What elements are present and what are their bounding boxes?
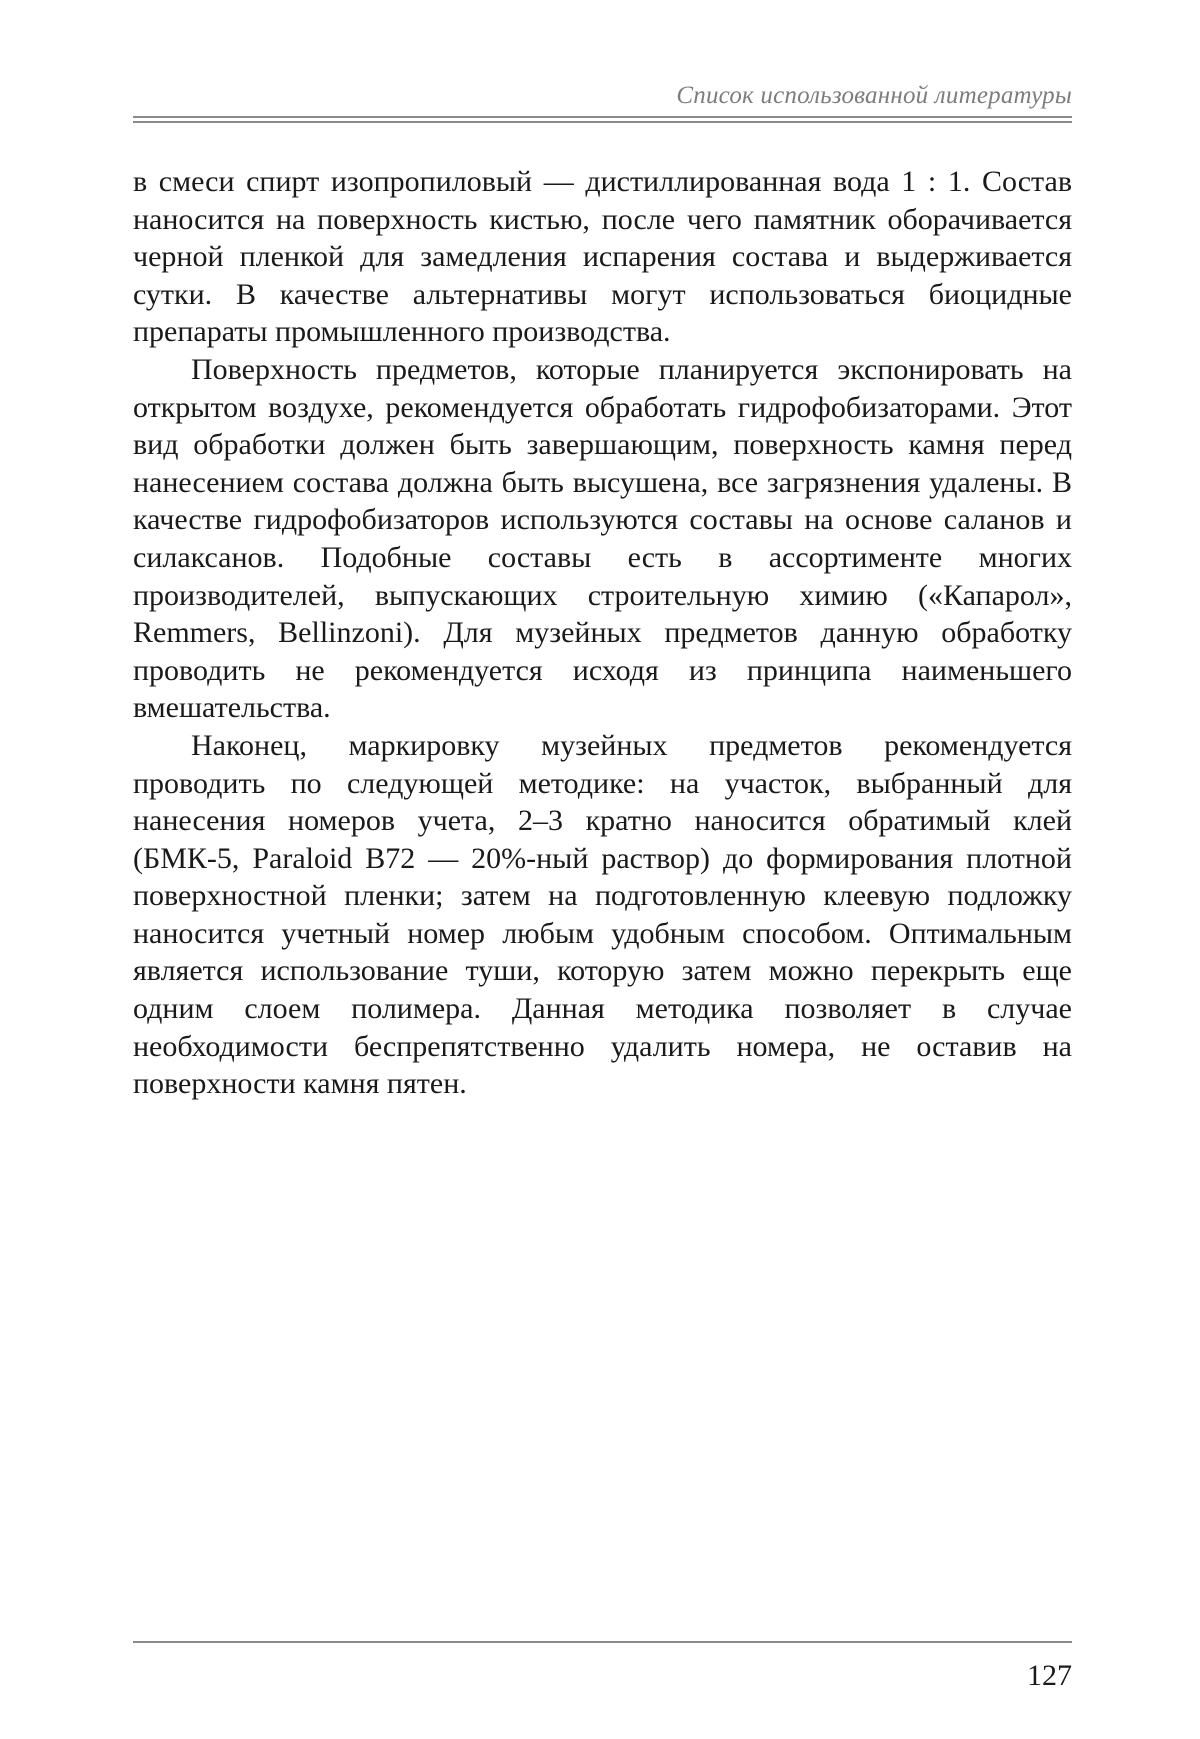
paragraph-continued: в смеси спирт изопропиловый — дистиллированная вода 1 : 1. Состав наносится на поверхность кистью, после чего памятник оборачивается черной пленкой для замедления испарения состава и выдерживается сутки. В качестве альтернативы могут использоваться биоцидные препараты промышленного производства. [133,165,1072,349]
paragraph-hydrophobizers: Поверхность предметов, которые планируется экспонировать на открытом воздухе, рекомендуется обработать гидрофобизаторами. Этот вид обработки должен быть завершающим, поверхность камня перед нанесением состава должна быть высушена, все загрязнения удалены. В качестве гидрофобизаторов используются составы на основе саланов и силаксанов. Подобные составы есть в ассортименте многих производителей, выпускающих строительную химию («Капарол», Remmers, Bellinzoni). Для музейных предметов данную обработку проводить не рекомендуется исходя из принципа наименьшего вмешательства. [133,352,1072,725]
footer-rule [133,1641,1072,1643]
paragraph-marking: Наконец, маркировку музейных предметов рекомендуется проводить по следующей методике: на участок, выбранный для нанесения номеров учета, 2–3 кратно наносится обратимый клей (БМК-5, Paraloid B72 — 20%-ный раствор) до формирования плотной поверхностной пленки; затем на подготовленную клеевую подложку наносится учетный номер любым удобным способом. Оптимальным является использование туши, которую затем можно перекрыть еще одним слоем полимера. Данная методика позволяет в случае необходимости беспрепятственно удалить номера, не оставив на поверхности камня пятен. [133,728,1072,1101]
body-text [133,163,1072,1103]
page-number: 127 [1027,1659,1072,1692]
running-head: Список использованной литературы [676,82,1072,109]
header-rule [133,116,1072,123]
